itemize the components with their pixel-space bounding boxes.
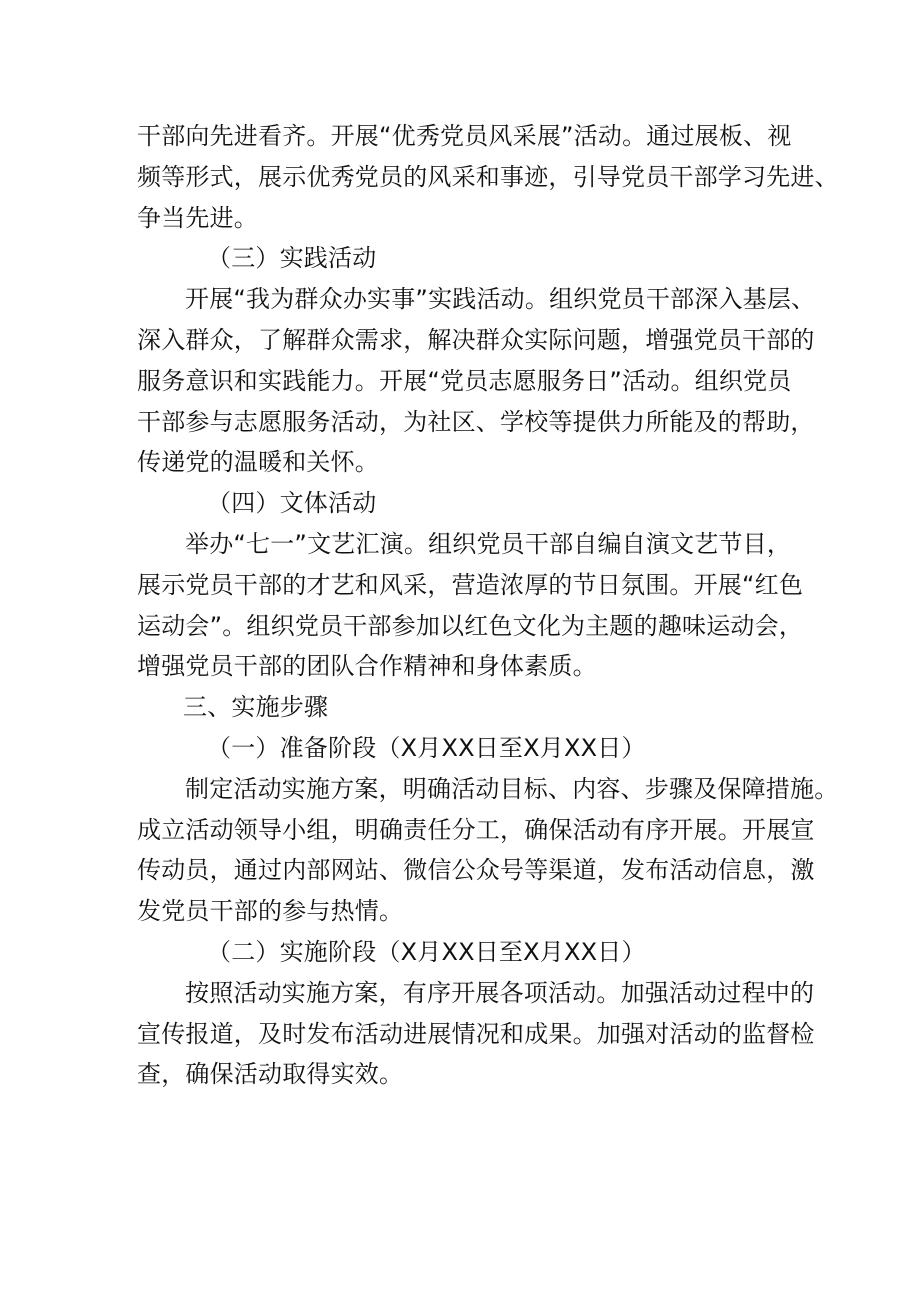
paragraph-line: 增强党员干部的团队合作精神和身体素质。	[137, 652, 597, 681]
paragraph-line: 争当先进。	[137, 203, 258, 232]
paragraph-line: 查，确保活动取得实效。	[137, 1060, 404, 1089]
paragraph-line: 宣传报道，及时发布活动进展情况和成果。加强对活动的监督检	[137, 1019, 815, 1048]
paragraph-line: 按照活动实施方案，有序开展各项活动。加强活动过程中的	[185, 978, 815, 1007]
paragraph-line: 服务意识和实践能力。开展“党员志愿服务日”活动。组织党员	[137, 366, 792, 395]
paragraph-line: 举办“七一”文艺汇演。组织党员干部自编自演文艺节目，	[185, 529, 792, 558]
paragraph-line: 发党员干部的参与热情。	[137, 897, 404, 926]
chapter-heading-implementation: 三、实施步骤	[183, 693, 329, 722]
paragraph-line: 传动员，通过内部网站、微信公众号等渠道，发布活动信息，激	[137, 856, 815, 885]
paragraph-line: 展示党员干部的才艺和风采，营造浓厚的节日氛围。开展“红色	[137, 570, 804, 599]
paragraph-line: 开展“我为群众办实事”实践活动。组织党员干部深入基层、	[185, 285, 816, 314]
paragraph-line: 干部向先进看齐。开展“优秀党员风采展”活动。通过展板、视	[137, 122, 792, 150]
paragraph-line: 制定活动实施方案，明确活动目标、内容、步骤及保障措施。	[185, 774, 839, 803]
section-heading-culture-sports: （四）文体活动	[207, 489, 377, 518]
section-heading-execution: （二）实施阶段（X月XX日至X月XX日）	[207, 937, 646, 966]
section-heading-preparation: （一）准备阶段（X月XX日至X月XX日）	[207, 733, 646, 762]
section-heading-practice: （三）实践活动	[207, 244, 377, 273]
paragraph-line: 干部参与志愿服务活动，为社区、学校等提供力所能及的帮助，	[137, 407, 815, 436]
paragraph-line: 频等形式，展示优秀党员的风采和事迹，引导党员干部学习先进、	[137, 162, 839, 191]
paragraph-line: 运动会”。组织党员干部参加以红色文化为主题的趣味运动会，	[137, 611, 804, 640]
paragraph-line: 深入群众，了解群众需求，解决群众实际问题，增强党员干部的	[137, 325, 815, 354]
paragraph-line: 成立活动领导小组，明确责任分工，确保活动有序开展。开展宣	[137, 815, 815, 844]
paragraph-line: 传递党的温暖和关怀。	[137, 448, 379, 477]
document-body	[137, 116, 839, 1095]
